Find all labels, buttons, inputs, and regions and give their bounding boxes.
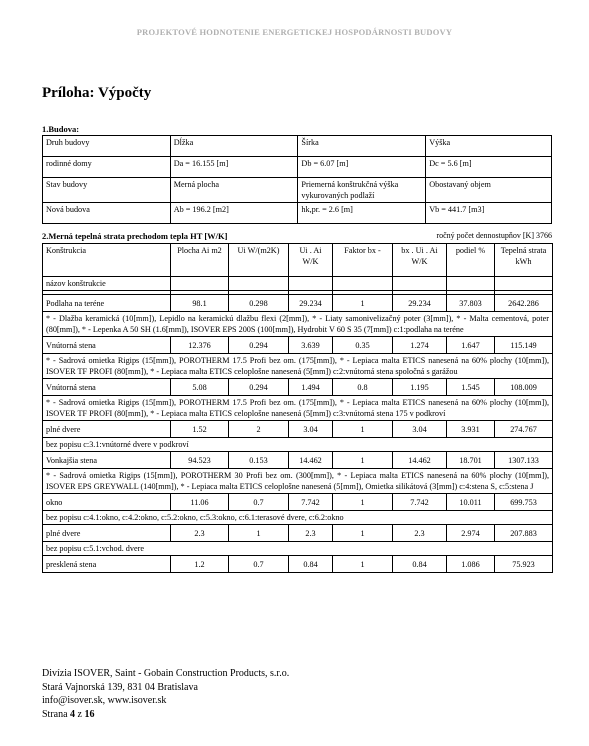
building-cell: Merná plocha xyxy=(170,178,298,203)
construction-value: 0.153 xyxy=(229,452,289,469)
construction-value: 2642.286 xyxy=(495,295,553,312)
building-row xyxy=(43,178,552,203)
empty-cell xyxy=(447,277,495,291)
layers-description-row xyxy=(43,354,553,379)
construction-value: 2.3 xyxy=(289,525,333,542)
construction-value: 7.742 xyxy=(393,494,447,511)
construction-value: 2.3 xyxy=(393,525,447,542)
construction-value: 1.545 xyxy=(447,379,495,396)
building-row xyxy=(43,157,552,178)
layers-description: * - Sadrová omietka Rigips (15[mm]), POROTHERM 17.5 Profi bez om. (175[mm]), * - Lepiaca malta ETICS nanesená na 60% plochy (10[mm]), ISOVER TF PROFI (80[mm]), * - Lepiaca malta ETICS celoplošne nanesená (5[mm]) c:3:vnútorná stena 175 v podkroví xyxy=(43,396,553,421)
page-total: 16 xyxy=(84,708,95,720)
footer-contact: info@isover.sk, www.isover.sk xyxy=(42,695,167,706)
empty-cell xyxy=(333,277,393,291)
construction-name: presklená stena xyxy=(43,556,171,573)
building-cell: Stav budovy xyxy=(43,178,171,203)
construction-value: 0.294 xyxy=(229,379,289,396)
construction-value: 0.8 xyxy=(333,379,393,396)
construction-value: 3.04 xyxy=(393,421,447,438)
construction-row xyxy=(43,494,553,511)
building-cell: Dĺžka xyxy=(170,136,298,157)
page-label: Strana xyxy=(42,708,68,720)
empty-cell xyxy=(171,277,229,291)
column-header: bx . Ui . Ai W/K xyxy=(393,244,447,277)
layers-description: * - Sadrová omietka Rigips (15[mm]), POROTHERM 30 Profi bez om. (300[mm]), * - Lepiaca malta ETICS nanesená na 60% plochy (10[mm]), ISOVER EPS GREYWALL (140[mm]), * - Lepiaca malta ETICS celoplošne nanesená (5[mm]), Omietka silikátová (3[mm]) c:4:stena S, c:5:stena J xyxy=(43,469,553,494)
subheader-row xyxy=(43,277,553,291)
note-row xyxy=(43,438,553,452)
construction-note: bez popisu c:4.1:okno, c:4.2:okno, c:5.2:okno, c:5.3:okno, c:6.1:terasové dvere, c:6.2:okno xyxy=(43,511,553,525)
layers-description: * - Sadrová omietka Rigips (15[mm]), POROTHERM 17.5 Profi bez om. (175[mm]), * - Lepiaca malta ETICS nanesená na 60% plochy (10[mm]), ISOVER TF PROFI (80[mm]), * - Lepiaca malta ETICS celoplošne nanesená (5[mm]) c:2:vnútorná stena spoločná s garážou xyxy=(43,354,553,379)
empty-cell xyxy=(289,277,333,291)
building-cell: Druh budovy xyxy=(43,136,171,157)
construction-value: 12.376 xyxy=(171,337,229,354)
construction-value: 1.52 xyxy=(171,421,229,438)
building-cell: Nová budova xyxy=(43,203,171,224)
construction-name: Vnútorná stena xyxy=(43,379,171,396)
construction-name: Vnútorná stena xyxy=(43,337,171,354)
note-row xyxy=(43,511,553,525)
construction-value: 1.494 xyxy=(289,379,333,396)
building-cell: hk,pr. = 2.6 [m] xyxy=(298,203,426,224)
building-cell: rodinné domy xyxy=(43,157,171,178)
construction-value: 0.7 xyxy=(229,494,289,511)
construction-value: 1307.133 xyxy=(495,452,553,469)
construction-row xyxy=(43,295,553,312)
construction-value: 0.84 xyxy=(393,556,447,573)
construction-value: 11.06 xyxy=(171,494,229,511)
empty-cell xyxy=(495,277,553,291)
construction-name: okno xyxy=(43,494,171,511)
heat-loss-table xyxy=(42,243,553,573)
construction-value: 0.294 xyxy=(229,337,289,354)
construction-value: 115.149 xyxy=(495,337,553,354)
construction-name: Podlaha na teréne xyxy=(43,295,171,312)
subheader-cell: názov konštrukcie xyxy=(43,277,171,291)
construction-value: 75.923 xyxy=(495,556,553,573)
building-cell: Obostavaný objem xyxy=(426,178,552,203)
construction-value: 3.931 xyxy=(447,421,495,438)
construction-row xyxy=(43,452,553,469)
construction-value: 3.639 xyxy=(289,337,333,354)
page-current: 4 xyxy=(70,708,76,720)
construction-value: 1 xyxy=(333,421,393,438)
layers-description-row xyxy=(43,312,553,337)
column-header: Ui W/(m2K) xyxy=(229,244,289,277)
degree-days: ročný počet dennostupňov [K] 3766 xyxy=(436,231,552,240)
construction-value: 1.274 xyxy=(393,337,447,354)
building-cell: Priemerná konštrukčná výška vykurovaných podlaží xyxy=(298,178,426,203)
note-row xyxy=(43,542,553,556)
construction-value: 1 xyxy=(333,556,393,573)
construction-value: 14.462 xyxy=(289,452,333,469)
construction-value: 1 xyxy=(333,494,393,511)
construction-row xyxy=(43,337,553,354)
construction-value: 1.647 xyxy=(447,337,495,354)
column-header: Konštrukcia xyxy=(43,244,171,277)
building-table xyxy=(42,135,552,224)
layers-description: * - Dlažba keramická (10[mm]), Lepidlo na keramickú dlažbu flexi (2[mm]), * - Liaty samonivelizačný poter (3[mm]), * - Malta cementová, poter (80[mm]), * - Lepenka A 50 SH (1.6[mm]), ISOVER EPS 200S (100[mm]), Hydrobit V 60 S 35 (7[mm]) c:1:podlaha na teréne xyxy=(43,312,553,337)
building-row xyxy=(43,136,552,157)
column-header: Tepelná strata kWh xyxy=(495,244,553,277)
construction-value: 37.803 xyxy=(447,295,495,312)
construction-value: 2 xyxy=(229,421,289,438)
construction-value: 207.883 xyxy=(495,525,553,542)
construction-row xyxy=(43,556,553,573)
column-header: Plocha Ai m2 xyxy=(171,244,229,277)
construction-name: plné dvere xyxy=(43,421,171,438)
page-sep: z xyxy=(77,708,82,720)
construction-value: 0.7 xyxy=(229,556,289,573)
section1-heading: 1.Budova: xyxy=(42,124,80,134)
construction-value: 3.04 xyxy=(289,421,333,438)
heat-loss-header-row xyxy=(43,244,553,277)
construction-value: 5.08 xyxy=(171,379,229,396)
column-header: Faktor bx - xyxy=(333,244,393,277)
footer xyxy=(42,667,289,721)
construction-value: 0.298 xyxy=(229,295,289,312)
construction-value: 1.195 xyxy=(393,379,447,396)
construction-value: 1.086 xyxy=(447,556,495,573)
construction-value: 29.234 xyxy=(289,295,333,312)
building-cell: Dc = 5.6 [m] xyxy=(426,157,552,178)
building-row xyxy=(43,203,552,224)
construction-name: plné dvere xyxy=(43,525,171,542)
footer-page xyxy=(42,708,289,722)
document-header: PROJEKTOVÉ HODNOTENIE ENERGETICKEJ HOSPODÁRNOSTI BUDOVY xyxy=(136,27,453,37)
empty-cell xyxy=(229,277,289,291)
construction-value: 0.35 xyxy=(333,337,393,354)
building-cell: Db = 6.07 [m] xyxy=(298,157,426,178)
construction-value: 29.234 xyxy=(393,295,447,312)
building-cell: Šírka xyxy=(298,136,426,157)
construction-value: 1 xyxy=(333,452,393,469)
column-header: podiel % xyxy=(447,244,495,277)
layers-description-row xyxy=(43,469,553,494)
construction-value: 98.1 xyxy=(171,295,229,312)
page-title: Príloha: Výpočty xyxy=(42,85,152,101)
construction-value: 1 xyxy=(333,295,393,312)
footer-address: Stará Vajnorská 139, 831 04 Bratislava xyxy=(42,681,198,693)
construction-value: 94.523 xyxy=(171,452,229,469)
empty-cell xyxy=(393,277,447,291)
construction-value: 14.462 xyxy=(393,452,447,469)
construction-value: 1 xyxy=(333,525,393,542)
building-cell: Ab = 196.2 [m2] xyxy=(170,203,298,224)
construction-value: 1.2 xyxy=(171,556,229,573)
construction-value: 10.011 xyxy=(447,494,495,511)
construction-name: Vonkajšia stena xyxy=(43,452,171,469)
construction-value: 1 xyxy=(229,525,289,542)
construction-note: bez popisu c:5.1:vchod. dvere xyxy=(43,542,553,556)
building-cell: Výška xyxy=(426,136,552,157)
construction-value: 108.009 xyxy=(495,379,553,396)
construction-note: bez popisu c:3.1:vnútorné dvere v podkroví xyxy=(43,438,553,452)
construction-value: 0.84 xyxy=(289,556,333,573)
column-header: Ui . Ai W/K xyxy=(289,244,333,277)
construction-value: 2.3 xyxy=(171,525,229,542)
layers-description-row xyxy=(43,396,553,421)
construction-row xyxy=(43,525,553,542)
construction-value: 2.974 xyxy=(447,525,495,542)
construction-value: 699.753 xyxy=(495,494,553,511)
construction-value: 18.701 xyxy=(447,452,495,469)
construction-value: 7.742 xyxy=(289,494,333,511)
construction-row xyxy=(43,379,553,396)
section2-heading: 2.Merná tepelná strata prechodom tepla HT [W/K] xyxy=(42,231,228,241)
building-cell: Vb = 441.7 [m3] xyxy=(426,203,552,224)
construction-value: 274.767 xyxy=(495,421,553,438)
building-cell: Da = 16.155 [m] xyxy=(170,157,298,178)
construction-row xyxy=(43,421,553,438)
footer-company: Divízia ISOVER, Saint - Gobain Construction Products, s.r.o. xyxy=(42,668,290,679)
